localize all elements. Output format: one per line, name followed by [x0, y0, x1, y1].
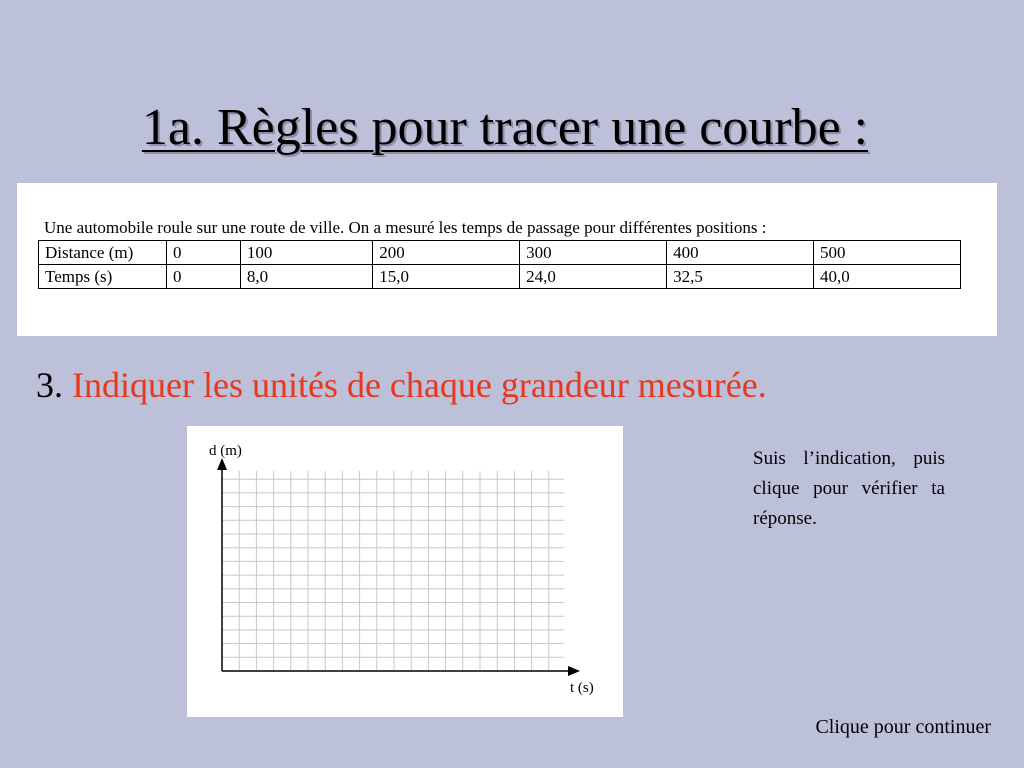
table-cell: 0: [167, 265, 241, 289]
table-cell: 8,0: [240, 265, 372, 289]
table-cell: 32,5: [667, 265, 814, 289]
table-cell: 200: [373, 241, 520, 265]
table-cell: 500: [814, 241, 961, 265]
table-row: [39, 265, 961, 289]
continue-link[interactable]: Clique pour continuer: [815, 716, 991, 738]
x-axis-arrow-icon: [568, 666, 580, 676]
data-panel: [17, 183, 997, 336]
y-axis-label: d (m): [209, 443, 242, 459]
hint-text: Suis l’indication, puis clique pour vérifier ta réponse.: [753, 448, 945, 529]
slide-title: 1a. Règles pour tracer une courbe :: [141, 99, 869, 156]
step-instruction: [36, 364, 767, 406]
table-cell: 24,0: [520, 265, 667, 289]
step-text: Indiquer les unités de chaque grandeur mesurée.: [72, 365, 767, 405]
table-cell: 300: [520, 241, 667, 265]
measurement-table: [38, 240, 961, 289]
table-row: [39, 241, 961, 265]
problem-statement: Une automobile roule sur une route de ville. On a mesuré les temps de passage pour différentes positions :: [44, 218, 767, 237]
table-cell: 15,0: [373, 265, 520, 289]
table-cell: 400: [667, 241, 814, 265]
y-axis-arrow-icon: [217, 458, 227, 470]
step-number: 3.: [36, 365, 63, 405]
empty-graph: [187, 426, 623, 717]
graph-panel: [187, 426, 623, 717]
table-cell: 0: [167, 241, 241, 265]
graph-grid: [222, 471, 564, 671]
x-axis-label: t (s): [570, 680, 594, 696]
row-header: Temps (s): [39, 265, 167, 289]
table-cell: 40,0: [814, 265, 961, 289]
row-header: Distance (m): [39, 241, 167, 265]
table-cell: 100: [240, 241, 372, 265]
